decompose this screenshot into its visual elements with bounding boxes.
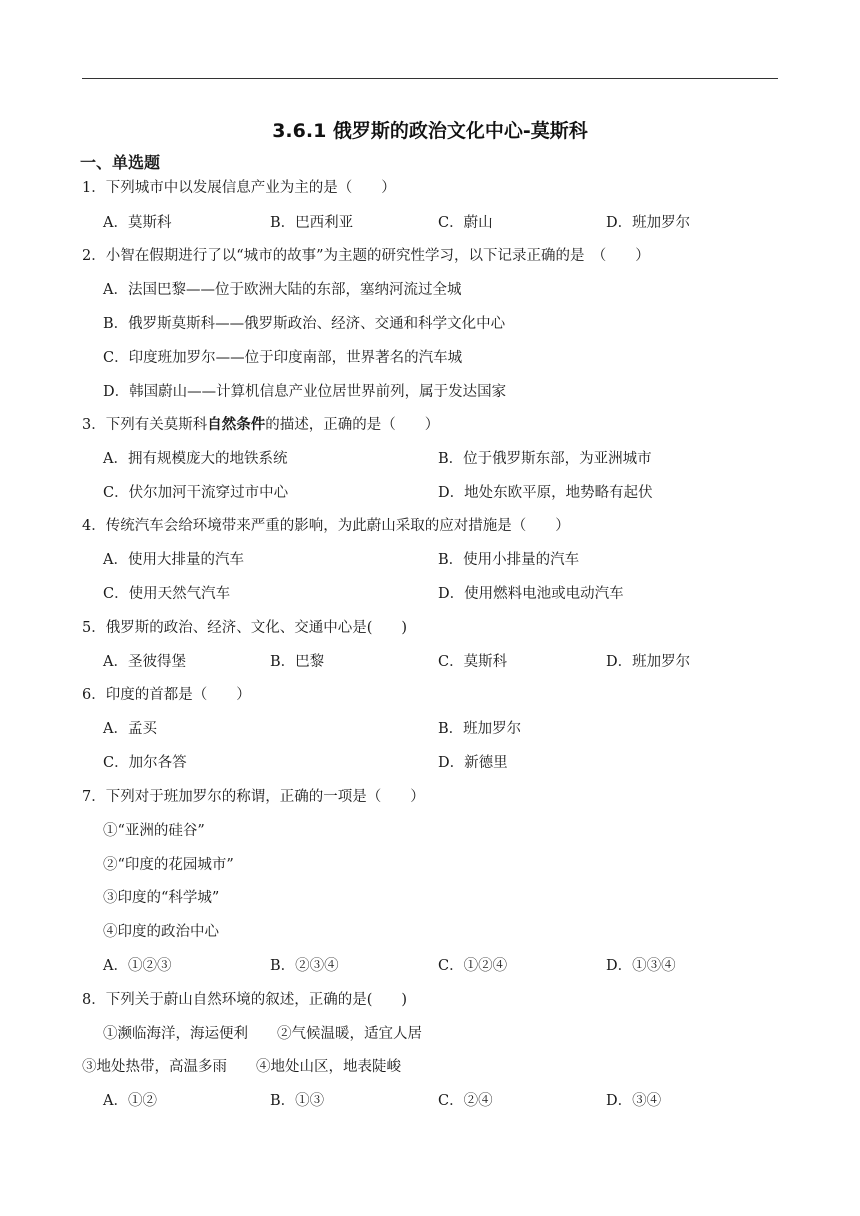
document-title: 3.6.1 俄罗斯的政治文化中心-莫斯科 [272,120,588,142]
question-5-option-b[interactable]: B．巴黎 [270,654,325,670]
question-8-statements-1-2: ①濒临海洋，海运便利 ②气候温暖，适宜人居 [103,1026,422,1042]
question-7-statement-2: ②“印度的花园城市” [103,857,234,873]
question-2-option-b[interactable]: B．俄罗斯莫斯科——俄罗斯政治、经济、交通和科学文化中心 [103,316,506,332]
question-6-option-b[interactable]: B．班加罗尔 [438,721,522,737]
section-heading: 一、单选题 [80,153,161,172]
question-3-stem [82,415,439,435]
question-8-option-c[interactable]: C．②④ [438,1093,493,1109]
question-1-option-a[interactable]: A．莫斯科 [103,215,172,231]
question-8-statements-3-4: ③地处热带，高温多雨 ④地处山区，地表陡峻 [82,1059,401,1075]
question-3-option-c[interactable]: C．伏尔加河干流穿过市中心 [103,485,289,501]
question-8-option-b[interactable]: B．①③ [270,1093,325,1109]
question-3-stem-emphasis: 自然条件 [207,417,266,433]
question-7-statement-1: ①“亚洲的硅谷” [103,823,205,839]
question-7-option-b[interactable]: B．②③④ [270,958,339,974]
header-rule [82,78,778,79]
question-8-option-a[interactable]: A．①② [103,1093,157,1109]
question-8-option-d[interactable]: D．③④ [606,1093,662,1109]
question-2-option-a[interactable]: A．法国巴黎——位于欧洲大陆的东部，塞纳河流过全城 [103,282,462,298]
question-7-stem: 7．下列对于班加罗尔的称谓，正确的一项是（ ） [82,789,425,805]
question-3-option-d[interactable]: D．地处东欧平原，地势略有起伏 [438,485,653,501]
question-6-option-a[interactable]: A．孟买 [103,721,157,737]
question-4-option-b[interactable]: B．使用小排量的汽车 [438,552,580,568]
question-7-option-d[interactable]: D．①③④ [606,958,676,974]
question-6-option-d[interactable]: D．新德里 [438,755,508,771]
question-5-stem: 5．俄罗斯的政治、经济、文化、交通中心是( ) [82,620,408,636]
question-8-stem: 8．下列关于蔚山自然环境的叙述，正确的是( ) [82,992,408,1008]
question-1-option-d[interactable]: D．班加罗尔 [606,215,691,231]
question-1-option-c[interactable]: C．蔚山 [438,215,493,231]
question-5-option-a[interactable]: A．圣彼得堡 [103,654,186,670]
question-4-stem: 4．传统汽车会给环境带来严重的影响，为此蔚山采取的应对措施是（ ） [82,518,570,534]
question-3-stem-end: 的描述，正确的是（ ） [265,417,440,433]
question-1-stem: 1．下列城市中以发展信息产业为主的是（ ） [82,180,396,196]
question-6-option-c[interactable]: C．加尔各答 [103,755,187,771]
question-6-stem: 6．印度的首都是（ ） [82,687,251,703]
question-7-option-c[interactable]: C．①②④ [438,958,508,974]
question-3-stem-start: 3．下列有关莫斯科 [82,417,208,433]
question-2-stem: 2．小智在假期进行了以“城市的故事”为主题的研究性学习，以下记录正确的是 （ ） [82,248,650,264]
question-7-statement-3: ③印度的“科学城” [103,890,220,906]
question-4-option-a[interactable]: A．使用大排量的汽车 [103,552,244,568]
question-7-option-a[interactable]: A．①②③ [103,958,172,974]
question-3-option-a[interactable]: A．拥有规模庞大的地铁系统 [103,451,288,467]
question-1-option-b[interactable]: B．巴西利亚 [270,215,354,231]
question-5-option-c[interactable]: C．莫斯科 [438,654,508,670]
question-2-option-c[interactable]: C．印度班加罗尔——位于印度南部，世界著名的汽车城 [103,350,463,366]
question-2-option-d[interactable]: D．韩国蔚山——计算机信息产业位居世界前列，属于发达国家 [103,384,507,400]
question-4-option-d[interactable]: D．使用燃料电池或电动汽车 [438,586,624,602]
question-4-option-c[interactable]: C．使用天然气汽车 [103,586,231,602]
question-5-option-d[interactable]: D．班加罗尔 [606,654,691,670]
question-7-statement-4: ④印度的政治中心 [103,924,219,940]
question-3-option-b[interactable]: B．位于俄罗斯东部，为亚洲城市 [438,451,652,467]
